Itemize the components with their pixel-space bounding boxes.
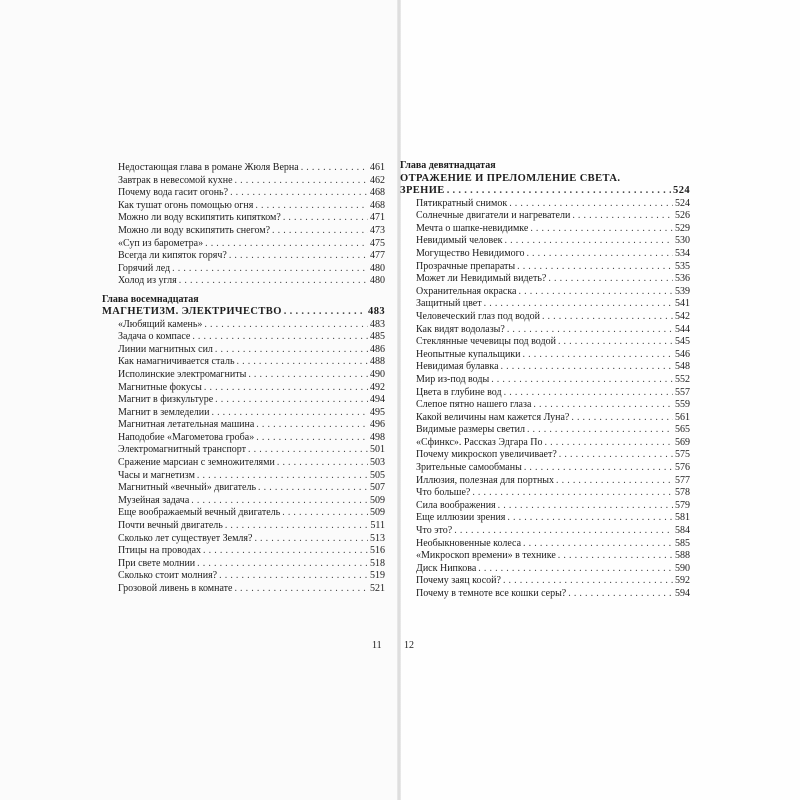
toc-entry[interactable] — [102, 319, 385, 332]
toc-entry[interactable] — [400, 311, 690, 324]
toc-entry-title: «Микроскоп времени» в технике — [416, 550, 556, 562]
dot-leader — [558, 550, 673, 563]
dot-leader — [197, 558, 368, 571]
toc-entry[interactable] — [400, 487, 690, 500]
toc-entry-title: Часы и магнетизм — [118, 469, 195, 481]
toc-entry-page: 486 — [370, 343, 385, 355]
toc-entry-page: 575 — [675, 449, 690, 461]
dot-leader — [277, 457, 368, 470]
toc-entry[interactable] — [400, 563, 690, 576]
toc-entry-title: Мир из-под воды — [416, 373, 490, 385]
dot-leader — [204, 319, 368, 332]
toc-entry[interactable] — [400, 588, 690, 601]
toc-entry-title: Сколько лет существует Земля? — [118, 532, 253, 544]
toc-entry-page: 577 — [675, 474, 690, 486]
dot-leader — [558, 336, 673, 349]
toc-entry[interactable] — [102, 457, 385, 470]
dot-leader — [197, 470, 368, 483]
dot-leader — [568, 588, 673, 601]
toc-entry-title: Недостающая глава в романе Жюля Верна — [118, 162, 299, 173]
dot-leader — [571, 412, 673, 425]
toc-entry-title: Видимые размеры светил — [416, 424, 525, 436]
toc-entry[interactable] — [102, 275, 385, 288]
toc-entry-title: Можно ли воду вскипятить кипятком? — [118, 212, 281, 224]
toc-entry-page: 581 — [675, 512, 690, 524]
toc-entry-title: Что больше? — [416, 487, 471, 499]
dot-leader — [179, 275, 368, 288]
toc-entry[interactable] — [400, 550, 690, 563]
toc-entry[interactable] — [102, 200, 385, 213]
dot-leader — [507, 512, 673, 525]
dot-leader — [301, 162, 368, 175]
toc-entry-title: «Любящий камень» — [118, 318, 203, 330]
dot-leader — [503, 575, 673, 588]
toc-entry[interactable] — [400, 198, 690, 211]
toc-entry-title: Электромагнитный транспорт — [118, 444, 247, 456]
toc-entry[interactable] — [400, 387, 690, 400]
toc-entry-page: 503 — [370, 457, 385, 469]
toc-entry[interactable] — [102, 444, 385, 457]
toc-entry[interactable] — [102, 558, 385, 571]
toc-entry-page: 548 — [675, 361, 690, 373]
dot-leader — [234, 583, 368, 596]
toc-entry-page: 494 — [370, 394, 385, 406]
toc-entry-title: Магнит в физкультуре — [118, 394, 214, 406]
toc-entry[interactable] — [400, 437, 690, 450]
toc-entry[interactable] — [102, 570, 385, 583]
toc-entry-title: Линии магнитных сил — [118, 343, 213, 355]
toc-entry-title: «Сфинкс». Рассказ Эдгара По — [416, 436, 543, 448]
toc-entry-page: 505 — [370, 469, 385, 481]
dot-leader — [256, 419, 368, 432]
chapter-toc-list — [102, 319, 385, 596]
toc-entry-title: Горячий лед — [118, 262, 171, 274]
chapter-title-line2: ЗРЕНИЕ — [400, 185, 445, 196]
toc-entry[interactable] — [400, 298, 690, 311]
dot-leader — [545, 437, 673, 450]
dot-leader — [524, 462, 673, 475]
dot-leader — [248, 369, 368, 382]
toc-entry-page: 483 — [370, 318, 385, 330]
toc-entry-page: 513 — [370, 532, 385, 544]
toc-entry-page: 509 — [370, 507, 385, 519]
toc-entry[interactable] — [400, 462, 690, 475]
toc-entry-page: 473 — [370, 224, 385, 236]
dot-leader — [215, 394, 368, 407]
toc-entry-page: 524 — [675, 197, 690, 209]
dot-leader — [255, 200, 368, 213]
toc-entry-page: 545 — [675, 336, 690, 348]
left-toc-list — [102, 162, 385, 288]
dot-leader — [498, 500, 673, 513]
toc-entry[interactable] — [102, 250, 385, 263]
toc-entry-page: 594 — [675, 588, 690, 599]
toc-entry-title: Как видят водолазы? — [416, 323, 505, 335]
toc-entry-page: 492 — [370, 381, 385, 393]
toc-entry[interactable] — [102, 225, 385, 238]
toc-entry-page: 468 — [370, 187, 385, 199]
toc-entry[interactable] — [400, 500, 690, 513]
toc-entry[interactable] — [102, 344, 385, 357]
toc-entry[interactable] — [102, 533, 385, 546]
toc-entry[interactable] — [400, 575, 690, 588]
toc-entry[interactable] — [400, 235, 690, 248]
dot-leader — [192, 331, 368, 344]
toc-entry[interactable] — [400, 273, 690, 286]
toc-entry[interactable] — [102, 520, 385, 533]
dot-leader — [272, 225, 368, 238]
toc-entry-title: Сколько стоит молния? — [118, 570, 218, 582]
right-toc-column — [400, 160, 690, 601]
toc-entry-title: Солнечные двигатели и нагреватели — [416, 210, 571, 222]
dot-leader — [530, 223, 673, 236]
dot-leader — [204, 382, 368, 395]
toc-entry-title: Почему микроскоп увеличивает? — [416, 449, 557, 461]
dot-leader — [237, 356, 368, 369]
dot-leader — [254, 533, 368, 546]
toc-entry-title: Почему вода гасит огонь? — [118, 187, 229, 199]
toc-entry-page: 490 — [370, 368, 385, 380]
dot-leader — [203, 545, 368, 558]
toc-entry[interactable] — [400, 248, 690, 261]
dot-leader — [282, 507, 368, 520]
toc-entry-page: 488 — [370, 356, 385, 368]
dot-leader — [230, 187, 368, 200]
toc-entry-title: Невидимый человек — [416, 235, 503, 247]
dot-leader — [556, 475, 673, 488]
dot-leader — [235, 175, 368, 188]
toc-entry[interactable] — [102, 382, 385, 395]
toc-entry[interactable] — [102, 432, 385, 445]
toc-entry-page: 536 — [675, 273, 690, 285]
toc-entry-title: Защитный цвет — [416, 298, 482, 310]
toc-entry-page: 471 — [370, 212, 385, 224]
toc-entry-title: Невидимая булавка — [416, 361, 499, 373]
chapter-page-number: 524 — [673, 185, 690, 196]
toc-entry-page: 518 — [370, 557, 385, 569]
toc-entry-title: Сила воображения — [416, 499, 496, 511]
dot-leader — [519, 286, 674, 299]
toc-entry[interactable] — [102, 545, 385, 558]
dot-leader — [509, 198, 673, 211]
toc-entry-page: 542 — [675, 310, 690, 322]
page-number: 11 — [372, 640, 382, 651]
toc-entry-page: 569 — [675, 436, 690, 448]
toc-entry-title: Исполинские электромагниты — [118, 368, 247, 380]
toc-entry-page: 546 — [675, 348, 690, 360]
toc-entry[interactable] — [102, 369, 385, 382]
toc-entry-title: Человеческий глаз под водой — [416, 310, 540, 322]
toc-entry-title: Магнит в земледелии — [118, 406, 210, 418]
toc-entry-page: 552 — [675, 373, 690, 385]
toc-entry[interactable] — [400, 361, 690, 374]
toc-entry-title: Завтрак в невесомой кухне — [118, 174, 233, 186]
toc-entry-page: 578 — [675, 487, 690, 499]
chapter-title-row[interactable] — [102, 306, 385, 319]
toc-entry[interactable] — [102, 187, 385, 200]
toc-entry-page: 495 — [370, 406, 385, 418]
toc-entry-title: Магнитная летательная машина — [118, 419, 255, 431]
toc-entry[interactable] — [102, 419, 385, 432]
toc-entry-page: 485 — [370, 331, 385, 343]
toc-entry-title: Мечта о шапке-невидимке — [416, 222, 529, 234]
toc-entry-page: 557 — [675, 386, 690, 398]
toc-entry-page: 529 — [675, 222, 690, 234]
chapter-title-line1: ОТРАЖЕНИЕ И ПРЕЛОМЛЕНИЕ СВЕТА. — [400, 173, 621, 184]
toc-entry-title: Иллюзия, полезная для портных — [416, 474, 555, 486]
dot-leader — [229, 250, 368, 263]
toc-entry-title: Зрительные самообманы — [416, 462, 522, 474]
toc-entry[interactable] — [400, 525, 690, 538]
dot-leader — [478, 563, 673, 576]
toc-entry[interactable] — [400, 349, 690, 362]
toc-entry-title: Грозовой ливень в комнате — [118, 583, 233, 594]
toc-entry[interactable] — [102, 495, 385, 508]
dot-leader — [559, 449, 673, 462]
toc-entry[interactable] — [400, 324, 690, 337]
toc-entry-page: 509 — [370, 494, 385, 506]
toc-entry-title: Сражение марсиан с земножителями — [118, 457, 275, 469]
dot-leader — [504, 387, 673, 400]
toc-entry-page: 516 — [370, 545, 385, 557]
dot-leader — [526, 248, 673, 261]
toc-entry[interactable] — [400, 538, 690, 551]
chapter-toc-list — [400, 198, 690, 601]
toc-entry[interactable] — [400, 475, 690, 488]
toc-entry-page: 496 — [370, 419, 385, 431]
dot-leader — [191, 495, 368, 508]
dot-leader — [527, 424, 673, 437]
dot-leader — [523, 538, 673, 551]
dot-leader — [284, 306, 366, 319]
toc-entry[interactable] — [102, 470, 385, 483]
toc-entry-title: Необыкновенные колеса — [416, 537, 522, 549]
dot-leader — [447, 185, 671, 198]
toc-entry[interactable] — [400, 412, 690, 425]
toc-entry-page: 530 — [675, 235, 690, 247]
dot-leader — [225, 520, 369, 533]
toc-entry-page: 561 — [675, 411, 690, 423]
dot-leader — [211, 407, 368, 420]
toc-entry[interactable] — [400, 374, 690, 387]
dot-leader — [517, 261, 673, 274]
toc-entry-title: Музейная задача — [118, 494, 190, 506]
toc-entry-title: Стеклянные чечевицы под водой — [416, 336, 556, 348]
toc-entry-title: Охранительная окраска — [416, 285, 517, 297]
toc-entry-page: 475 — [370, 237, 385, 249]
dot-leader — [256, 432, 368, 445]
toc-entry-title: Еще иллюзии зрения — [416, 512, 506, 524]
toc-entry-title: Почему заяц косой? — [416, 575, 501, 587]
toc-entry-title: Можно ли воду вскипятить снегом? — [118, 224, 271, 236]
toc-entry-title: Как намагничивается сталь — [118, 356, 235, 368]
toc-entry[interactable] — [102, 263, 385, 276]
toc-entry-title: Магнитный «вечный» двигатель — [118, 482, 257, 494]
toc-entry-page: 576 — [675, 462, 690, 474]
toc-entry[interactable] — [102, 507, 385, 520]
dot-leader — [172, 263, 368, 276]
dot-leader — [533, 399, 673, 412]
toc-entry-page: 468 — [370, 199, 385, 211]
toc-entry[interactable] — [102, 331, 385, 344]
toc-entry-page: 534 — [675, 247, 690, 259]
chapter-label: Глава девятнадцатая — [400, 160, 496, 171]
toc-entry-page: 579 — [675, 499, 690, 511]
toc-entry-page: 585 — [675, 537, 690, 549]
dot-leader — [283, 212, 368, 225]
dot-leader — [542, 311, 673, 324]
toc-entry-page: 544 — [675, 323, 690, 335]
left-toc-column — [102, 162, 385, 596]
toc-entry[interactable] — [400, 261, 690, 274]
toc-entry-title: При свете молнии — [118, 557, 196, 569]
toc-entry[interactable] — [102, 394, 385, 407]
toc-entry-page: 590 — [675, 562, 690, 574]
toc-entry-title: Неопытные купальщики — [416, 348, 521, 360]
toc-entry-title: Задача о компасе — [118, 331, 191, 343]
dot-leader — [484, 298, 673, 311]
toc-entry[interactable] — [400, 399, 690, 412]
toc-entry-page: 592 — [675, 575, 690, 587]
toc-entry-title: Могущество Невидимого — [416, 247, 525, 259]
toc-entry-page: 521 — [370, 583, 385, 594]
dot-leader — [491, 374, 673, 387]
toc-entry-title: Диск Нипкова — [416, 562, 477, 574]
dot-leader — [572, 210, 673, 223]
toc-entry-title: Почти вечный двигатель — [118, 520, 223, 532]
toc-entry-page: 519 — [370, 570, 385, 582]
dot-leader — [505, 235, 674, 248]
toc-entry[interactable] — [400, 424, 690, 437]
toc-entry-page: 535 — [675, 260, 690, 272]
toc-entry[interactable] — [400, 449, 690, 462]
toc-entry[interactable] — [102, 407, 385, 420]
toc-entry-page: 507 — [370, 482, 385, 494]
toc-entry-page: 565 — [675, 424, 690, 436]
toc-entry-title: Что это? — [416, 525, 453, 537]
dot-leader — [248, 444, 368, 457]
toc-entry[interactable] — [102, 162, 385, 175]
dot-leader — [215, 344, 368, 357]
toc-entry[interactable] — [400, 336, 690, 349]
toc-entry-title: Еще воображаемый вечный двигатель — [118, 507, 281, 519]
toc-entry-page: 480 — [370, 262, 385, 274]
chapter-page-number: 483 — [368, 305, 385, 317]
toc-entry[interactable] — [102, 238, 385, 251]
toc-entry-page: 480 — [370, 275, 385, 287]
chapter-label: Глава восемнадцатая — [102, 293, 199, 305]
toc-entry-title: Прозрачные препараты — [416, 260, 516, 272]
toc-entry-title: Наподобие «Магометова гроба» — [118, 431, 255, 443]
toc-entry-page: 461 — [370, 162, 385, 173]
toc-entry-title: Слепое пятно нашего глаза — [416, 399, 532, 411]
dot-leader — [507, 324, 673, 337]
toc-entry-title: Холод из угля — [118, 275, 177, 287]
dot-leader — [548, 273, 673, 286]
dot-leader — [258, 482, 368, 495]
toc-entry[interactable] — [102, 212, 385, 225]
toc-entry-page: 477 — [370, 250, 385, 262]
toc-entry-title: Магнитные фокусы — [118, 381, 202, 393]
toc-entry-page: 559 — [675, 399, 690, 411]
toc-entry-title: Птицы на проводах — [118, 545, 202, 557]
toc-entry[interactable] — [400, 210, 690, 223]
chapter-title-row[interactable] — [400, 185, 690, 198]
toc-entry-page: 541 — [675, 298, 690, 310]
toc-entry-page: 462 — [370, 174, 385, 186]
toc-entry-title: Какой величины нам кажется Луна? — [416, 411, 570, 423]
toc-entry[interactable] — [400, 223, 690, 236]
toc-entry-title: Может ли Невидимый видеть? — [416, 273, 547, 285]
toc-entry-page: 526 — [675, 210, 690, 222]
toc-entry-page: 588 — [675, 550, 690, 562]
toc-entry[interactable] — [102, 583, 385, 596]
toc-entry[interactable] — [102, 482, 385, 495]
toc-entry-title: Пятикратный снимок — [416, 197, 508, 209]
dot-leader — [205, 238, 368, 251]
toc-entry-page: 511 — [370, 520, 385, 532]
dot-leader — [523, 349, 673, 362]
toc-entry-page: 498 — [370, 431, 385, 443]
toc-entry[interactable] — [102, 175, 385, 188]
toc-entry-page: 584 — [675, 525, 690, 537]
toc-entry-title: Цвета в глубине вод — [416, 386, 502, 398]
toc-entry-title: Всегда ли кипяток горяч? — [118, 250, 227, 262]
toc-entry-title: Почему в темноте все кошки серы? — [416, 588, 567, 599]
toc-entry[interactable] — [102, 356, 385, 369]
dot-leader — [454, 525, 673, 538]
page-number: 12 — [404, 640, 414, 651]
dot-leader — [472, 487, 673, 500]
toc-entry[interactable] — [400, 286, 690, 299]
chapter-title: МАГНЕТИЗМ. ЭЛЕКТРИЧЕСТВО — [102, 305, 282, 317]
dot-leader — [501, 361, 673, 374]
toc-entry-title: Как тушат огонь помощью огня — [118, 199, 254, 211]
toc-entry-page: 539 — [675, 285, 690, 297]
toc-entry-page: 501 — [370, 444, 385, 456]
toc-entry[interactable] — [400, 512, 690, 525]
dot-leader — [219, 570, 368, 583]
toc-entry-title: «Суп из барометра» — [118, 237, 204, 249]
